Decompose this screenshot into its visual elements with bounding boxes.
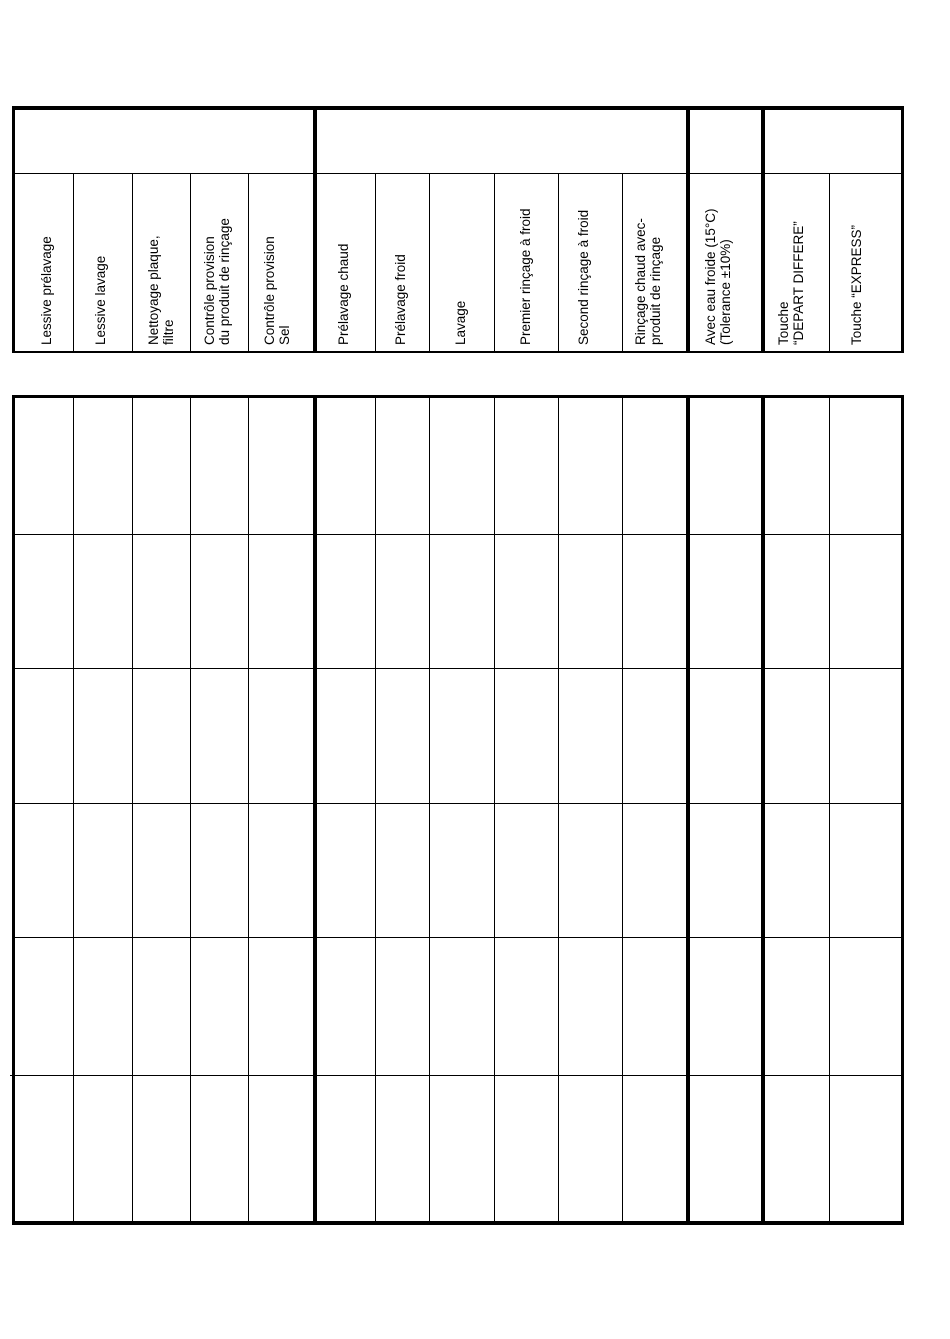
header-group-border-1	[313, 106, 317, 353]
grid-top-border	[12, 395, 903, 398]
grid-col-divider	[132, 395, 133, 1225]
header-bottom-border	[12, 351, 903, 353]
header-col-divider	[494, 173, 495, 353]
grid-right-border	[901, 395, 904, 1225]
grid-col-divider	[829, 395, 830, 1225]
grid-bottom-border	[12, 1221, 903, 1225]
header-col-divider	[829, 173, 830, 353]
column-header-prelavage-froid: Prélavage froid	[393, 254, 408, 345]
column-header-eau-froide-tolerance: Avec eau froide (15°C) (Tolerance ±10%)	[703, 208, 733, 345]
header-group-border-2	[686, 106, 690, 353]
grid-col-divider	[494, 395, 495, 1225]
grid-row-divider	[10, 1075, 903, 1076]
column-header-lessive-lavage: Lessive lavage	[93, 255, 108, 345]
column-header-lessive-prelavage: Lessive prélavage	[39, 236, 54, 345]
header-group-divider	[12, 173, 903, 174]
grid-row-divider	[12, 803, 903, 804]
header-col-divider	[558, 173, 559, 353]
header-right-border	[901, 106, 904, 353]
header-col-divider	[375, 173, 376, 353]
grid-col-divider	[190, 395, 191, 1225]
grid-group-border-2	[686, 395, 690, 1225]
column-header-prelavage-chaud: Prélavage chaud	[336, 243, 351, 345]
header-col-divider	[622, 173, 623, 353]
column-header-lavage: Lavage	[453, 300, 468, 345]
grid-col-divider	[73, 395, 74, 1225]
grid-row-divider	[12, 937, 903, 938]
column-header-nettoyage-plaque-filtre: Nettoyage plaque, filtre	[146, 235, 176, 345]
column-header-touche-depart-differe: Touche “DEPART DIFFERE”	[776, 221, 806, 345]
header-col-divider	[190, 173, 191, 353]
grid-col-divider	[248, 395, 249, 1225]
header-group-border-3	[761, 106, 765, 353]
column-header-second-rincage-froid: Second rinçage à froid	[576, 209, 591, 345]
grid-group-border-3	[761, 395, 765, 1225]
column-header-controle-sel: Contrôle provision Sel	[262, 236, 292, 345]
header-col-divider	[429, 173, 430, 353]
grid-col-divider	[622, 395, 623, 1225]
header-left-border	[12, 106, 15, 353]
grid-col-divider	[558, 395, 559, 1225]
column-header-rincage-chaud-produit: Rinçage chaud avec- produit de rinçage	[633, 218, 663, 345]
grid-row-divider	[12, 534, 903, 535]
header-col-divider	[73, 173, 74, 353]
header-col-divider	[248, 173, 249, 353]
header-col-divider	[132, 173, 133, 353]
grid-col-divider	[429, 395, 430, 1225]
grid-left-border	[12, 395, 15, 1225]
grid-row-divider	[12, 668, 903, 669]
column-header-controle-produit-rincage: Contrôle provision du produit de rinçage	[202, 218, 232, 345]
header-top-border	[12, 106, 903, 110]
grid-group-border-1	[313, 395, 317, 1225]
grid-col-divider	[375, 395, 376, 1225]
column-header-touche-express: Touche “EXPRESS”	[849, 224, 864, 345]
column-header-premier-rincage-froid: Premier rinçage à froid	[518, 208, 533, 345]
